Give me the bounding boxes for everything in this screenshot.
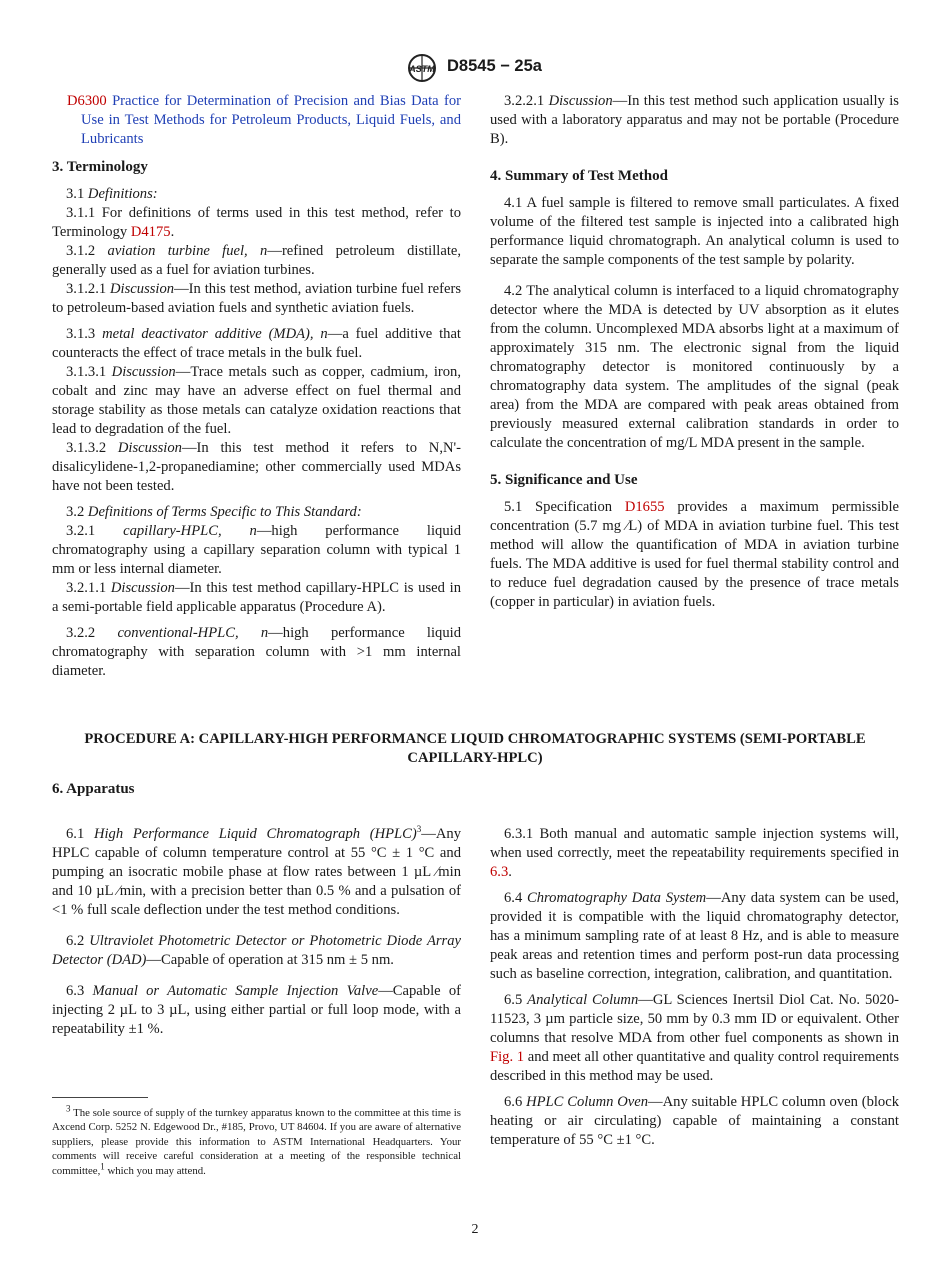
right-column-bottom (490, 825, 899, 1150)
para-3-2-1: 3.2.1 capillary-HPLC, n—high performance liquid chromatography using a capillary separation column with typical 1 mm or less internal diameter. (52, 523, 461, 577)
reference-d6300 (52, 92, 461, 149)
document-number: D8545 − 25a (447, 57, 542, 75)
svg-text:ASTM: ASTM (409, 64, 435, 74)
page-number: 2 (471, 1222, 479, 1237)
para-3-2-1-1: 3.2.1.1 Discussion—In this test method capillary-HPLC is used in a semi-portable field applicable apparatus (Procedure A). (52, 580, 462, 615)
right-column-top (490, 92, 899, 612)
para-6-5: 6.5 Analytical Column—GL Sciences Inertsil Diol Cat. No. 5020-11523, 3 µm particle size, 50 mm by 0.3 mm ID or equivalent. Other columns that resolve MDA from other fuel components as shown in Fig. 1 and meet all other quantitative and quality control requirements described in this method may be used. (490, 992, 900, 1084)
para-3-1-2-1: 3.1.2.1 Discussion—In this test method, aviation turbine fuel refers to petroleum-based aviation fuels and synthetic aviation fuels. (52, 281, 462, 316)
para-4-2: 4.2 The analytical column is interfaced to a liquid chromatography detector where the MDA is detected by UV absorption as it elutes from the column. Uncomplexed MDA absorbs light at a maximum of approximately 315 nm. The electronic signal from the liquid chromatography detector is monitored continuously by a chromatography data system. The amplitudes of the signal (peak area) from the MDA are compared with peak areas obtained from previously measured external calibration standards in order to calculate the concentration of mg/L MDA present in the sample. (490, 283, 899, 451)
ref-d4175-link[interactable]: D4175 (130, 224, 171, 240)
page-header (0, 52, 950, 84)
ref-title[interactable]: Practice for Determination of Precision and Bias Data for Use in Test Methods for Petroleum Products, Liquid Fuels, and Lubricants (81, 93, 461, 147)
astm-logo-icon (404, 52, 440, 84)
ref-d1655-link[interactable]: D1655 (624, 499, 665, 515)
para-3-1-2: 3.1.2 aviation turbine fuel, n—refined petroleum distillate, generally used as a fuel for aviation turbines. (52, 243, 461, 278)
para-6-3: 6.3 Manual or Automatic Sample Injection Valve—Capable of injecting 2 µL to 3 µL, using either partial or full loop mode, with a repeatability ±1 %. (52, 983, 462, 1037)
para-3-2-2-1: 3.2.2.1 Discussion—In this test method such application usually is used with a laboratory apparatus and may not be portable (Procedure B). (490, 93, 899, 147)
left-column-top (52, 92, 461, 681)
para-3-1: 3.1 Definitions: (66, 186, 158, 202)
para-3-2: 3.2 Definitions of Terms Specific to This Standard: (66, 504, 362, 520)
footnote-3: $^3$ The sole source of supply of the turnkey apparatus known to the committee at this time is Axcend Corp. 5252 N. Edgewood Dr., #185, Provo, UT 84604. If you are aware of alternative suppliers, please provide this information to ASTM International Headquarters. Your comments will receive careful consideration at a meeting of the responsible technical committee,$^1$ which you may attend. (52, 1103, 461, 1177)
para-3-1-3-2: 3.1.3.2 Discussion—In this test method it refers to N,N'-disalicylidene-1,2-propanediamine; other commercially used MDAs have not been tested. (52, 440, 461, 494)
ref-code[interactable]: D6300 (67, 93, 107, 109)
para-5-1: 5.1 Specification D1655 provides a maximum permissible concentration (5.7 mg ⁄L) of MDA in aviation turbine fuel. This test method will allow the quantification of MDA in aviation turbine fuels. The MDA additive is used for fuel thermal stability control and to reduce fuel degradation caused by the presence of trace metals (copper in particular) in aviation fuels. (490, 499, 899, 610)
procedure-a-heading: PROCEDURE A: CAPILLARY-HIGH PERFORMANCE LIQUID CHROMATOGRAPHIC SYSTEMS (SEMI-PORTABLE CAPILLARY-HPLC) (84, 731, 866, 766)
ref-6-3-link[interactable]: 6.3 (490, 864, 509, 880)
para-3-1-3: 3.1.3 metal deactivator additive (MDA), n—a fuel additive that counteracts the effect of trace metals in the bulk fuel. (52, 326, 461, 361)
para-3-2-2: 3.2.2 conventional-HPLC, n—high performance liquid chromatography with separation column with >1 mm internal diameter. (52, 625, 461, 679)
section-5-heading: 5. Significance and Use (490, 472, 638, 488)
para-3-1-3-1: 3.1.3.1 Discussion—Trace metals such as copper, cadmium, iron, cobalt and zinc may have an adverse effect on fuel thermal and storage stability as those metals can catalyze oxidation reactions that lead to degradation of the fuel. (52, 364, 462, 437)
section-3-heading: 3. Terminology (52, 159, 148, 175)
footnote-divider (52, 1097, 148, 1098)
section-6-heading: 6. Apparatus (52, 781, 135, 797)
section-4-heading: 4. Summary of Test Method (490, 168, 668, 184)
para-6-2: 6.2 Ultraviolet Photometric Detector or Photometric Diode Array Detector (DAD)—Capable of operation at 315 nm ± 5 nm. (52, 933, 461, 968)
footnote-ref-3[interactable]: 3 (416, 824, 422, 835)
ref-fig-1-link[interactable]: Fig. 1 (490, 1049, 525, 1065)
para-6-3-1: 6.3.1 Both manual and automatic sample injection systems will, when used correctly, meet the repeatability requirements specified in 6.3. (490, 826, 899, 880)
para-4-1: 4.1 A fuel sample is filtered to remove small particulates. A fixed volume of the filtered test sample is injected into a calibrated high performance liquid chromatograph. An analytical column is used to separate the sample components of the test sample by polarity. (490, 195, 899, 268)
para-6-1: 6.1 High Performance Liquid Chromatograph (HPLC)$^3$—Any HPLC capable of column temperature control at 55 °C ± 1 °C and pumping an isocratic mobile phase at flow rates between 1 µL ⁄min and 10 µL ⁄min, with a precision better than 0.5 % and a pulsation of <1 % full scale deflection under the test method conditions. (52, 824, 461, 918)
para-3-1-1: 3.1.1 For definitions of terms used in this test method, refer to Terminology D4175. (52, 205, 461, 240)
left-column-bottom (52, 825, 461, 1039)
para-6-4: 6.4 Chromatography Data System—Any data system can be used, provided it is compatible with the liquid chromatography detector, has a minimum sampling rate of at least 8 Hz, and is able to measure peak areas and retention times and perform post-run data processing such as baseline correction, integration, calibration, and quantitation. (490, 890, 899, 982)
para-6-6: 6.6 HPLC Column Oven—Any suitable HPLC column oven (block heating or air circulating) capable of maintaining a constant temperature of 55 °C ±1 °C. (490, 1094, 900, 1148)
